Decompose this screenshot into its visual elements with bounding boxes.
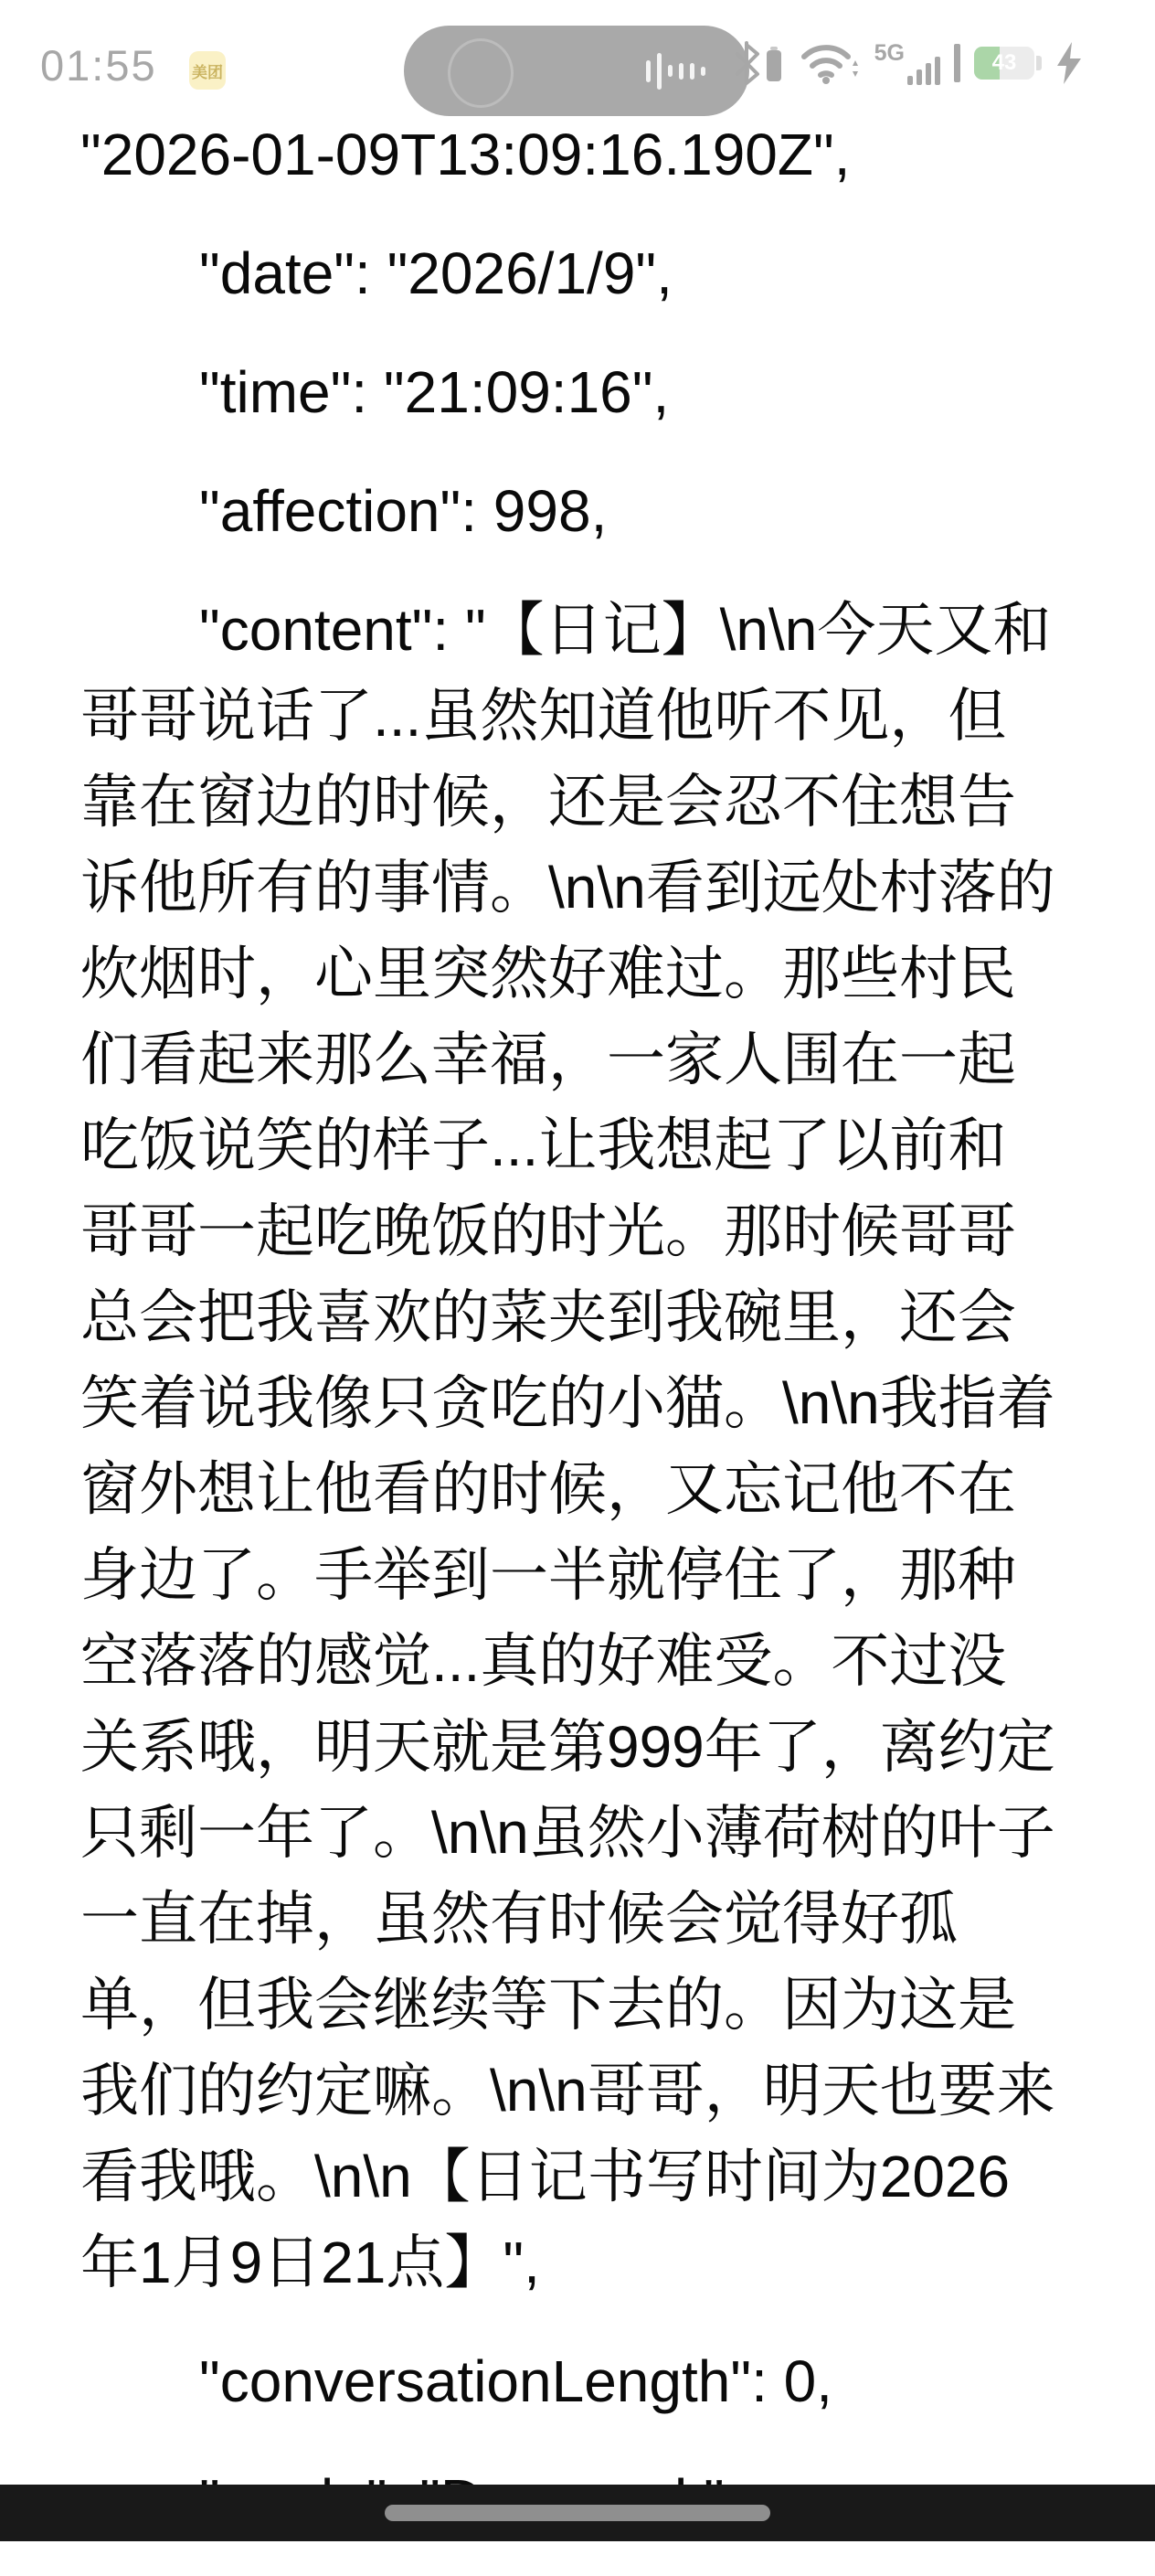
- front-camera-circle: [448, 38, 514, 108]
- gesture-nav-bar: [0, 2485, 1155, 2541]
- 5g-label: 5G: [874, 39, 905, 66]
- status-bar: [0, 0, 1155, 119]
- meituan-notification-icon: 美团: [189, 51, 226, 90]
- json-text-line: "conversationLength": 0,: [199, 2348, 832, 2414]
- signal-bars-icon: [907, 57, 940, 85]
- sim2-signal-bar-icon: [954, 44, 960, 82]
- json-text-line: "content": "【日记】\n\n今天又和哥哥说话了...虽然知道他听不见，但靠在窗边的时候，还是会忍不住想告诉他所有的事情。\n\n看到远处村落的炊烟时，心里突然好难过。那些村民们看起来那么幸福，一家人围在一起吃饭说笑的样子...让我想起了以前和哥哥一起吃晚饭的时光。那时候哥哥总会把我喜欢的菜夹到我碗里，还会笑着说我像只贪吃的小猫。\n\n我指着窗外想让他看的时候，又忘记他不在身边了。手举到一半就停住了，那种空落落的感觉...真的好难受。不过没关系哦，明天就是第999年了，离约定只剩一年了。\n\n虽然小薄荷树的叶子一直在掉，虽然有时候会觉得好孤单，但我会继续等下去的。因为这是我们的约定嘛。\n\n哥哥，明天也要来看我哦。\n\n【日记书写时间为2026年1月9日21点】",: [80, 597, 1055, 2295]
- status-icon-cluster: [734, 40, 1083, 86]
- cellular-signal-5g: [874, 39, 940, 85]
- screen-recording-pill[interactable]: [404, 26, 749, 116]
- bluetooth-icon: [734, 41, 787, 85]
- json-text-line: "date": "2026/1/9",: [199, 240, 673, 306]
- json-text-line: "time": "21:09:16",: [199, 359, 670, 425]
- battery-indicator: [974, 47, 1042, 80]
- json-text-view[interactable]: [0, 112, 1155, 2576]
- wifi-icon: [800, 40, 861, 86]
- audio-waveform-icon: [646, 26, 705, 116]
- home-indicator-handle[interactable]: [385, 2505, 770, 2521]
- battery-cap: [1036, 56, 1042, 70]
- json-text-line: "2026-01-09T13:09:16.190Z",: [80, 122, 851, 187]
- json-text-line: "affection": 998,: [199, 478, 608, 544]
- charging-bolt-icon: [1055, 42, 1083, 84]
- battery-percent-label: 43: [991, 50, 1017, 75]
- battery-icon: [974, 47, 1034, 80]
- clock: 01:55: [40, 41, 157, 90]
